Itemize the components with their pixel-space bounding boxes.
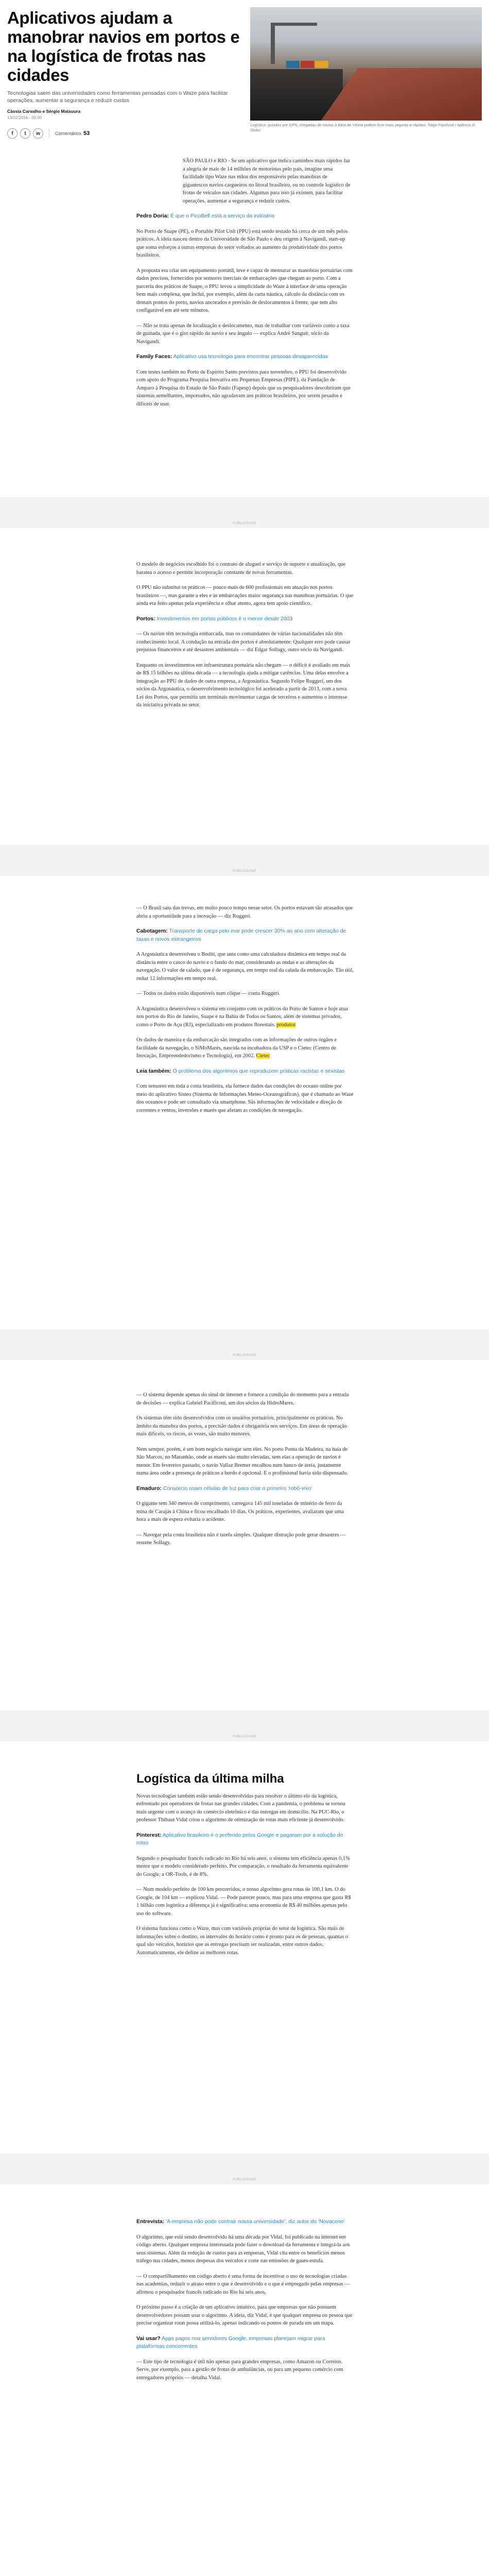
- paragraph: — Os navios têm tecnologia embarcada, mas os comandantes de várias nacionalidades não têm conhecimento local. A condução na entrada dos portos é absolutamente. Qualquer erro pode causar prejuízos financeiros e até desastres ambientais — diz Edgar Sollagy, outro sócio da Navigandi.: [136, 631, 351, 653]
- paragraph: — Num modelo perfeito de 100 km percorridos, o nosso algoritmo gera rotas de 100,1 km. O do Google, de 104 km — explicou Vidal. — Pode parecer pouco, mas para uma empresa que gasta R$ 1 bilhão com logística a diferença já é significativa: uma economia de R$ 40 milhões apenas pelo uso do software.: [136, 1887, 351, 1917]
- paragraph: — O Brasil saiu das trevas, em muito pouco tempo nesse setor. Os portos estavam tão atrasados que abriu a oportunidade para a inovação — diz Ruggeri.: [136, 905, 353, 919]
- comments-count: 53: [83, 130, 90, 137]
- ad-slot: [0, 1710, 489, 1741]
- ad-slot: [0, 845, 489, 876]
- related-anchor[interactable]: Investimentos em portos públicos é o menor desde 2003: [156, 615, 293, 622]
- photo-container: [286, 61, 300, 68]
- paragraph-text: A Argonáutica desenvolveu o sistema em conjunto com os práticos do Porto de Santos e hoje atua nos portos do Rio de Janeiro, Suape e na Bahia de Todos os Santos, além de sistemas privados, como o Porto de Açu (RJ), especializado em produtos florestais.: [136, 1006, 348, 1028]
- paragraph: — Navegar pela costa brasileira não é tarefa simples. Qualquer distração pode gerar desastres — resume Sollagy.: [136, 1532, 346, 1546]
- paragraph: Com sensores em toda a costa brasileira, ela fornece dados das condições do oceano online por meio do aplicativo Sisteo (Sistema de Informações Meteo-Oceanográficas), que é chamado ao Waze dos oceanos e pode ser consultado via smartphone. Sãs informações de velocidade e direção de correntes e ventos, inversões e marés que afetam as condições de navegação.: [136, 1083, 354, 1113]
- related-label: Family Faces:: [136, 353, 172, 360]
- paragraph: O modelo de negócios escolhido foi o contrato de aluguel e serviço de suporte e atualização, que baratea o acesso e permite incorporação constante de novas ferramentas.: [136, 562, 346, 575]
- paragraph: SÃO PAULO e RIO - Se um aplicativo que indica caminhos mais rápidos faz a alegria de mais de 14 milhões de motoristas pelo país, imagine uma facilidade tipo Waze nas mãos dos responsáveis pelas manobras de gigantescos navios cargueiros no litoral brasileiro, ou no controle logístico de frotas de veículos nas cidades. Algumas para isso já existem, para facilitar operações, aumentar a segurança e reduzir custos.: [183, 158, 351, 204]
- paragraph: [136, 1005, 354, 1029]
- article-block-3: [136, 904, 354, 1122]
- related-link[interactable]: [136, 2218, 354, 2226]
- paragraph: O próximo passo é a criação de um aplicativo intuitivo, para que empresas que não possuem desenvolvedores possam usar o algoritmo. A ideia, diz Vidal, é que qualquer empresa ou pessoa que precise organizar rotas possa utilizá-lo, apenas indicando os pontos de parada em um mapa.: [136, 2304, 353, 2326]
- related-anchor[interactable]: Consórcio usam células de luz para criar o primeiro 'robô-vivo': [163, 1485, 312, 1492]
- paragraph: A proposta era criar um equipamento portátil, leve e capaz de mensurar as manobras portuárias com dados precisos, fornecidos por sensores inerciais de embarcações que chegam ao porto. Com a parceria dos práticos de Suape, o PPU levou a simplicidade do Waze à interface de uma operação bem mais complexa, que inclui, por exemplo, além da carta náutica, cálculo da distância com os demais pontos do porto, navios ancorados e previsão de deslocamentos à frente, que tem alto configurável em até sete minutos.: [136, 267, 353, 313]
- related-label: Portos:: [136, 615, 155, 622]
- related-link[interactable]: [136, 927, 354, 943]
- related-label: Cabotagem:: [136, 928, 168, 934]
- article-header: [0, 0, 489, 139]
- related-link[interactable]: [136, 212, 354, 221]
- share-bar: [7, 128, 241, 139]
- photo-crane: [271, 23, 275, 64]
- ad-label: PUBLICIDADE: [233, 2178, 256, 2181]
- related-label: Leia também:: [136, 1067, 171, 1074]
- paragraph: Nem sempre, porém, é um bom negócio navegar sem eles. No porto Ponta da Madeira, na baía de São Marcos, no Maranhão, onde as marés são muito elevadas, sem elas a operação de navios é menor. Em fevereiro passado, o navio Vallaz Bremer encalhou num banco de areia, justamente numa área onde a presença de práticos a bordo é opcional. E o profissional havia sido dispensado.: [136, 1446, 348, 1476]
- paragraph: O sistema funciona como o Waze, mas com variáveis próprias do setor de logística. São mais de informações sobre o destino, os intervalos do horário como é pronto para os de pessoas, quantas o qual são veículos, horários que as entregas precisam ser realizadas, entre outros dados. Automaticamente, ele define as melhores rotas.: [136, 1926, 348, 1956]
- ad-label: PUBLICIDADE: [233, 522, 256, 525]
- paragraph: O algoritmo, que está sendo desenvolvido há uma década por Vidal, foi publicado na internet em código aberto. Qualquer empresa interessada pode fazer o download da ferramenta e integrá-la aos seus sistemas. Além da redução de custos para as empresas, Vidal cita entre os benefícios menos tráfego nas cidades, menos despesas dos veículos e corte nas emissões de gases-estufa.: [136, 2234, 350, 2264]
- ad-label: PUBLICIDADE: [233, 870, 256, 873]
- header-text: [7, 7, 241, 139]
- article-block-4: [136, 1391, 354, 1554]
- photo-container: [301, 61, 314, 68]
- highlight: produtos: [276, 1022, 296, 1028]
- ad-slot: [0, 497, 489, 528]
- related-anchor[interactable]: Aplicativo brasileiro é o preferido pelos Google e pagaram por a solução de rotas: [136, 1832, 343, 1846]
- comments-link[interactable]: [55, 130, 90, 137]
- related-anchor[interactable]: 'A empresa não pode contrair nossa universidade', diz autor do 'Novaceno': [166, 2218, 345, 2225]
- related-anchor[interactable]: É que o PicoBell está a serviço da indústria: [170, 213, 274, 219]
- dateline: 13/02/2016 - 05:00: [7, 115, 42, 120]
- paragraph-text: Os dados de maneira e da embarcação são integrados com as informações de outros órgãos e facilidade da navegação, o SiMoMarés, nascida na incubadora da USP e o Cietec (Centro de Inovação, Empreendedorismo e Tecnologia), em 2002.: [136, 1037, 337, 1059]
- related-label: Emaduro:: [136, 1485, 162, 1492]
- section-heading: Logística da última milha: [136, 1772, 284, 1786]
- paragraph: O gigante tem 340 metros de comprimento, carregava 145 mil toneladas de minério de ferro da mina de Carajás à China e ficou encalhado 10 dias. Os práticos, experientes, avaliaram que uma hora a mais de espera evitaria o acidente.: [136, 1501, 344, 1522]
- photo-container: [315, 61, 328, 68]
- related-anchor[interactable]: Apps pagos nos servidores Google, empresas planejam migrar para plataformas concorrentes: [136, 2335, 325, 2349]
- comments-label: Comentários: [55, 131, 82, 136]
- dek: Tecnologias saem das universidades como ferramentas pensadas com o Waze para facilitar operações, aumentar a segurança e reduzir custos: [7, 90, 228, 104]
- ad-slot: [0, 2154, 489, 2184]
- related-link[interactable]: [136, 615, 354, 623]
- ad-slot: [0, 1329, 489, 1360]
- paragraph: — Este tipo de tecnologia é útil não apenas para grandes empresas, como Amazon ou Correios. Serve, por exemplo, para a gestão de frotas de ambulâncias, ou para um pequeno comércio com entregadores próprios — detalha Vidal.: [136, 2359, 343, 2381]
- paragraph: Segundo o pesquisador francês radicado no Rio há seis anos, o sistema tem eficiência apenas 0,1% menor que o modelo considerado perfeito. Por comparação, o resultado da ferramenta equivalente do Google, a OR-Tools, é de 8%.: [136, 1855, 350, 1877]
- photo-crane-arm: [271, 23, 317, 26]
- article-block-6: [136, 2218, 354, 2389]
- twitter-icon[interactable]: t: [20, 128, 30, 139]
- paragraph: Novas tecnologias também estão sendo desenvolvidas para resolver o último elo da logística, enfrentado por operadores de frotas nas grandes cidades. Com a pandemia, o problema se tornou mais urgente com o avanço do comércio eletrônico e das entregas em domicílio. Na PUC-Rio, o professor Thibaut Vidal criou o algoritmo de otimização de rotas mais eficiente já desenvolvido.: [136, 1793, 345, 1823]
- related-anchor[interactable]: Aplicativo usa tecnologia para encontrar pessoas desaparecidas: [173, 353, 328, 360]
- related-link[interactable]: [136, 1832, 354, 1848]
- headline: Aplicativos ajudam a manobrar navios em portos e na logística de frotas nas cidades: [7, 8, 240, 84]
- related-label: Pinterest:: [136, 1832, 162, 1838]
- paragraph: — Todos os dados estão disponíveis num clique — conta Ruggeri.: [136, 991, 281, 996]
- related-label: Pedro Doria:: [136, 213, 169, 219]
- whatsapp-icon[interactable]: w: [33, 128, 43, 139]
- byline: Cássia Carvalho e Sérgio Matsuura: [7, 109, 81, 114]
- related-link[interactable]: [136, 353, 354, 361]
- article-block-5: [136, 1772, 354, 1964]
- paragraph: [136, 1036, 354, 1060]
- related-link[interactable]: [136, 1485, 354, 1493]
- paragraph: — O compartilhamento em código aberto é uma forma de incentivar o uso de tecnologias criadas nas academias, reduzir o atraso entre o que é desenvolvido e o que é empregado pelas empresas — afirmou o pesquisador francês radicado no Rio há seis anos.: [136, 2273, 350, 2295]
- paragraph: — O sistema depende apenas do sinal de internet e fornece a condição do momento para a entrada de decisões — explica Gabriel Pacificoni, um dos sócios da HidroMares.: [136, 1392, 349, 1406]
- related-anchor[interactable]: Transporte de carga pelo mar pode crescer 30% ao ano com alteração de taxas e novos estrangeiros: [136, 928, 346, 942]
- paragraph: — Não se trata apenas de localização e deslocamento, mas de trabalhar com variáveis como a taxa de guinada, que é o giro rápido do navio e seu ângulo — explica André Sanguir, sócio da Navigandi.: [136, 323, 350, 345]
- related-link[interactable]: [136, 1067, 354, 1076]
- facebook-icon[interactable]: f: [7, 128, 18, 139]
- article-block-1: [136, 157, 354, 415]
- related-label: Vai usar?: [136, 2335, 161, 2342]
- header-media: [250, 7, 482, 139]
- highlight: Cietec: [256, 1053, 270, 1059]
- ad-label: PUBLICIDADE: [233, 1354, 256, 1357]
- related-link[interactable]: [136, 2335, 354, 2351]
- lead-photo: [250, 7, 482, 121]
- ad-label: PUBLICIDADE: [233, 1735, 256, 1738]
- related-label: Entrevista:: [136, 2218, 165, 2225]
- paragraph: Os sistemas têm sido desenvolvidos com os usuários portuários, principalmente os práticos. No âmbito da manobra dos portos, a precisão dados é obrigatória nos serviços. Em áreas de operação mais difíceis, os riscos, as vezes, são muito menores.: [136, 1415, 347, 1437]
- paragraph: O PPU não substitui os práticos — pouco mais de 600 profissionais em atuação nos portos brasileiros —, mas garante a eles e às embarcações maior segurança nas manobras portuárias. O que ainda era feito apenas pela experiência e olhar atento, agora tem apoio científico.: [136, 585, 354, 606]
- paragraph: No Porto de Suape (PE), o Portable Pilot Unit (PPU) está sendo testado há cerca de um mês pelos práticos. A ideia nasceu dentro da Universidade de São Paulo e deu origem à Navigandi, start-up que soma esforços a outras empresas do setor voltados ao aumento da produtividade dos portos brasileiros.: [136, 228, 348, 258]
- photo-caption: Logística: guiados por GPS, chegadas de navios à Baía de Vitória podem ficar mais seguras e rápidas. Tiago Paschoal / Agência O Globo: [250, 123, 475, 132]
- related-anchor[interactable]: O problema dos algoritmos que reproduzem práticas racistas e sexistas: [172, 1067, 345, 1074]
- paragraph: Enquanto os investimentos em infraestrutura portuária não chegam — o déficit é avaliado em mais de R$ 15 bilhões na última década — a tecnologia ajuda a mitigar carências. Uma delas envolve a integração ao PPU de dados de outra empresa, a Argonáutica. Segundo Felipe Ruggeri, um dos sócios da Argonáutica, o desenvolvimento tecnológico foi acelerado a partir de 2013, com a nova Lei dos Portos, que permitiu um terminais movimentar cargas de terceiros e aumentou o interesse da iniciativa privada no setor.: [136, 662, 351, 708]
- article-block-2: [136, 561, 354, 717]
- paragraph: Com testes também no Porto de Espírito Santo previstos para novembro, o PPU foi desenvolvido com apoio do Programa Pesquisa Inovativa em Pequenas Empresas (PIPE), da Fundação de Amparo à Pesquisa do Estado de São Paulo (Fapesp) depois que os pesquisadores descobriram que sistemas semelhantes, importados, não agradavam aos práticos brasileiros, por serem pesados e difíceis de usar.: [136, 369, 351, 407]
- paragraph: A Argonáutica desenvolveu o Boditi, que anta como uma calculadora dinâmica em tempo real da distância entre o casco do navio e o fundo do mar, considerando as ondas e as alterações da navegação. O valor de calado, que é de segurança, em tempo real da calada da embarcação. Tão útil, reduz 12 informações em tempo real.: [136, 952, 354, 981]
